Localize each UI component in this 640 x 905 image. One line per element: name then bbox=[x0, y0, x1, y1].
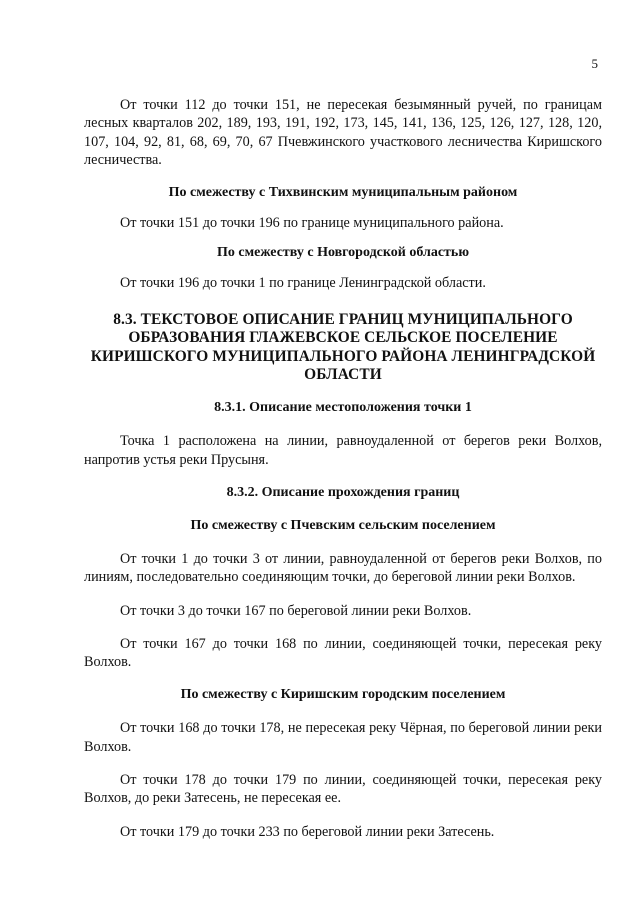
paragraph-point-1: Точка 1 расположена на линии, равноудаленной от берегов реки Волхов, напротив устья реки Прусыня. bbox=[84, 433, 602, 468]
section-title-8-3: 8.3. ТЕКСТОВОЕ ОПИСАНИЕ ГРАНИЦ МУНИЦИПАЛЬНОГО ОБРАЗОВАНИЯ ГЛАЖЕВСКОЕ СЕЛЬСКОЕ ПОСЕЛЕНИЕ КИРИШСКОГО МУНИЦИПАЛЬНОГО РАЙОНА ЛЕНИНГРАДСКОЙ ОБЛАСТИ bbox=[90, 310, 596, 383]
paragraph-151-196: От точки 151 до точки 196 по границе муниципального района. bbox=[120, 215, 504, 232]
document-body bbox=[84, 96, 602, 841]
heading-8-3-1: 8.3.1. Описание местоположения точки 1 bbox=[214, 400, 472, 416]
heading-pchevskoe: По смежеству с Пчевским сельским поселением bbox=[190, 518, 496, 533]
paragraph-167-168: От точки 167 до точки 168 по линии, соединяющей точки, пересекая реку Волхов. bbox=[84, 635, 602, 671]
paragraph-3-167: От точки 3 до точки 167 по береговой линии реки Волхов. bbox=[120, 602, 472, 619]
paragraph-112-151: От точки 112 до точки 151, не пересекая безымянный ручей, по границам лесных кварталов 202, 189, 193, 191, 192, 173, 145, 141, 136, 125, 126, 127, 128, 120, 107, 104, 92, 81, 68, 69, 70, 67 Пчевжинского участкового лесничества Киришского лесничества. bbox=[84, 97, 602, 168]
paragraph-1-3: От точки 1 до точки 3 от линии, равноудаленной от берегов реки Волхов, по линиям, последовательно соединяющим точки, до береговой линии реки Волхов. bbox=[84, 551, 602, 586]
heading-novgorod: По смежеству с Новгородской областью bbox=[216, 245, 470, 261]
paragraph-178-179: От точки 178 до точки 179 по линии, соединяющей точки, пересекая реку Волхов, до реки Затесень, не пересекая ее. bbox=[84, 772, 602, 807]
page-number: 5 bbox=[591, 56, 598, 71]
heading-tikhvin: По смежеству с Тихвинским муниципальным районом bbox=[168, 185, 518, 201]
paragraph-168-178: От точки 168 до точки 178, не пересекая реку Чёрная, по береговой линии реки Волхов. bbox=[84, 720, 602, 755]
paragraph-196-1: От точки 196 до точки 1 по границе Ленинградской области. bbox=[120, 275, 486, 292]
heading-8-3-2: 8.3.2. Описание прохождения границ bbox=[226, 485, 460, 500]
heading-kirishskoe: По смежеству с Киришским городским поселением bbox=[180, 687, 506, 703]
paragraph-179-233: От точки 179 до точки 233 по береговой линии реки Затесень. bbox=[120, 823, 495, 840]
